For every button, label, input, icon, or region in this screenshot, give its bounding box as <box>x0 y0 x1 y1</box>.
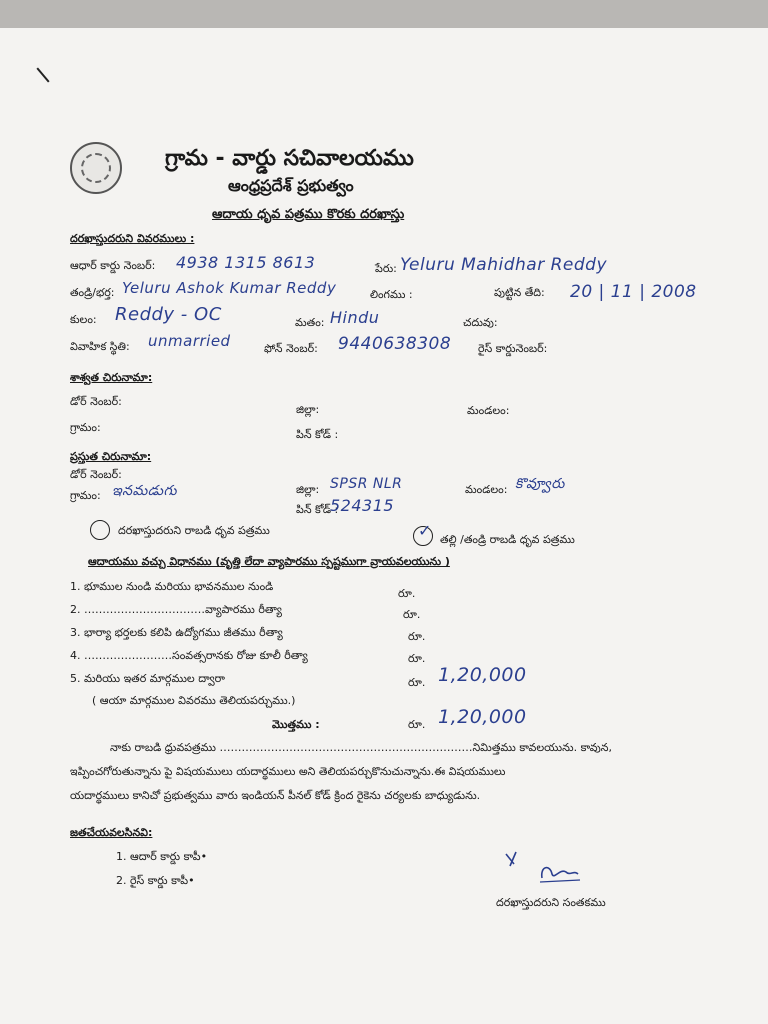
permanent-door-label: డోర్ నెంబర్: <box>70 395 122 408</box>
rice-card-label: రైస్ కార్డునెంబర్: <box>478 342 548 355</box>
marital-value: unmarried <box>148 332 231 350</box>
caste-label: కులం: <box>70 313 97 326</box>
income-total-label: మొత్తము : <box>272 718 320 731</box>
enclosure-item-2: 2. రైస్ కార్డు కాపీ• <box>116 874 195 887</box>
caste-value: Reddy - OC <box>115 304 222 325</box>
marital-label: వివాహిక స్థితి: <box>70 340 130 353</box>
aadhar-label: ఆధార్ కార్డు నెంబర్: <box>70 259 156 272</box>
present-mandal-label: మండలం: <box>465 483 508 496</box>
parent-certificate-label: తల్లి /తండ్రి రాబడి ధృవ పత్రము <box>440 533 575 546</box>
income-row-1-rs: రూ. <box>398 587 416 600</box>
father-label: తండ్రి/భర్త: <box>70 286 115 299</box>
dob-label: పుట్టిన తేది: <box>494 286 545 299</box>
signature-label: దరఖాస్తుదరుని సంతకము <box>496 896 606 909</box>
income-row-2-label: 2. ……………………………వ్యాపారము రీత్యా <box>70 603 282 616</box>
present-pin-label: పిన్ కోడ్ : <box>296 503 339 516</box>
present-pin-value: 524315 <box>330 496 395 515</box>
religion-label: మతం: <box>295 316 325 329</box>
enclosure-item-1: 1. ఆదార్ కార్డు కాపీ• <box>116 850 208 863</box>
father-value: Yeluru Ashok Kumar Reddy <box>122 279 337 297</box>
checkmark-icon: ✓ <box>418 521 432 540</box>
present-mandal-value: కొవ్వూరు <box>515 476 565 492</box>
present-district-value: SPSR NLR <box>330 476 403 492</box>
enclosures-heading: జతచేయవలసినవి: <box>70 826 153 839</box>
permanent-pin-label: పిన్ కోడ్ : <box>296 428 339 441</box>
present-village-value: ఇనమడుగు <box>112 483 177 499</box>
income-row-2-rs: రూ. <box>403 608 421 621</box>
income-total-rs: రూ. <box>408 718 426 731</box>
income-row-4-label: 4. ……………………సంవత్సరానకు రోజు కూలీ రీత్యా <box>70 649 308 662</box>
present-door-label: డోర్ నెంబర్: <box>70 468 122 481</box>
permanent-village-label: గ్రామం: <box>70 421 101 434</box>
income-row-3-rs: రూ. <box>408 630 426 643</box>
religion-value: Hindu <box>330 308 380 327</box>
income-row-1-label: 1. భూముల నుండి మరియు భావనముల నుండి <box>70 580 274 593</box>
income-section-heading: ఆదాయము వచ్చు విధానము (వృత్తి లేదా వ్యాపారము స్పష్టముగా వ్రాయవలయును ) <box>88 555 450 568</box>
declaration-line-1: నాకు రాబడి ధ్రువపత్రము ……………………………………………………………నిమిత్తము కావలయును. కావున, <box>110 741 612 754</box>
income-total-amount: 1,20,000 <box>438 706 527 728</box>
income-note: ( ఆయా మార్గముల వివరము తెలియపర్చుము.) <box>92 694 296 707</box>
dob-value: 20 | 11 | 2008 <box>570 282 697 302</box>
permanent-mandal-label: మండలం: <box>467 404 510 417</box>
name-label: పేరు: <box>375 262 397 275</box>
self-certificate-radio[interactable] <box>90 520 110 540</box>
present-village-label: గ్రామం: <box>70 489 101 502</box>
phone-value: 9440638308 <box>338 334 452 354</box>
self-certificate-label: దరఖాస్తుదరుని రాబడి ధృవ పత్రము <box>118 524 270 537</box>
present-address-heading: ప్రస్తుత చిరునామా: <box>70 450 152 463</box>
ap-government-emblem-icon <box>70 142 122 194</box>
education-label: చదువు: <box>463 316 498 329</box>
name-value: Yeluru Mahidhar Reddy <box>400 255 608 275</box>
permanent-address-heading: శాశ్వత చిరునామా: <box>70 371 153 384</box>
page-subtitle: ఆంధ్రప్రదేశ్ ప్రభుత్వం <box>228 176 354 195</box>
page-title: గ్రామ - వార్డు సచివాలయము <box>165 146 414 171</box>
declaration-line-2: ఇప్పించగోరుతున్నాను పై విషయములు యదార్థములు అని తెలియపర్చుకొనుచున్నాను.ఈ విషయములు <box>70 765 506 778</box>
permanent-district-label: జిల్లా: <box>296 403 320 416</box>
income-row-5-label: 5. మరియు ఇతర మార్గముల ద్వారా <box>70 672 225 685</box>
applicant-signature <box>500 848 590 888</box>
income-row-5-amount: 1,20,000 <box>438 664 527 686</box>
phone-label: ఫోన్ నెంబర్: <box>264 342 318 355</box>
applicant-section-heading: దరఖాస్తుదరుని వివరములు : <box>70 232 195 245</box>
aadhar-value: 4938 1315 8613 <box>176 253 316 272</box>
gender-label: లింగము : <box>370 288 413 301</box>
income-row-5-rs: రూ. <box>408 676 426 689</box>
income-row-4-rs: రూ. <box>408 652 426 665</box>
present-district-label: జిల్లా: <box>296 483 320 496</box>
form-title: ఆదాయ ధృవ పత్రము కొరకు దరఖాస్తు <box>212 207 405 222</box>
declaration-line-3: యదార్థములు కానిచో ప్రభుత్వము వారు ఇండియన్ పీనల్ కోడ్ క్రింద రైకెను చర్యలకు బాధ్యుడును. <box>70 789 481 802</box>
income-row-3-label: 3. భార్యా భర్తలకు కలిపి ఉద్యోగము జీతము రీత్యా <box>70 626 283 639</box>
